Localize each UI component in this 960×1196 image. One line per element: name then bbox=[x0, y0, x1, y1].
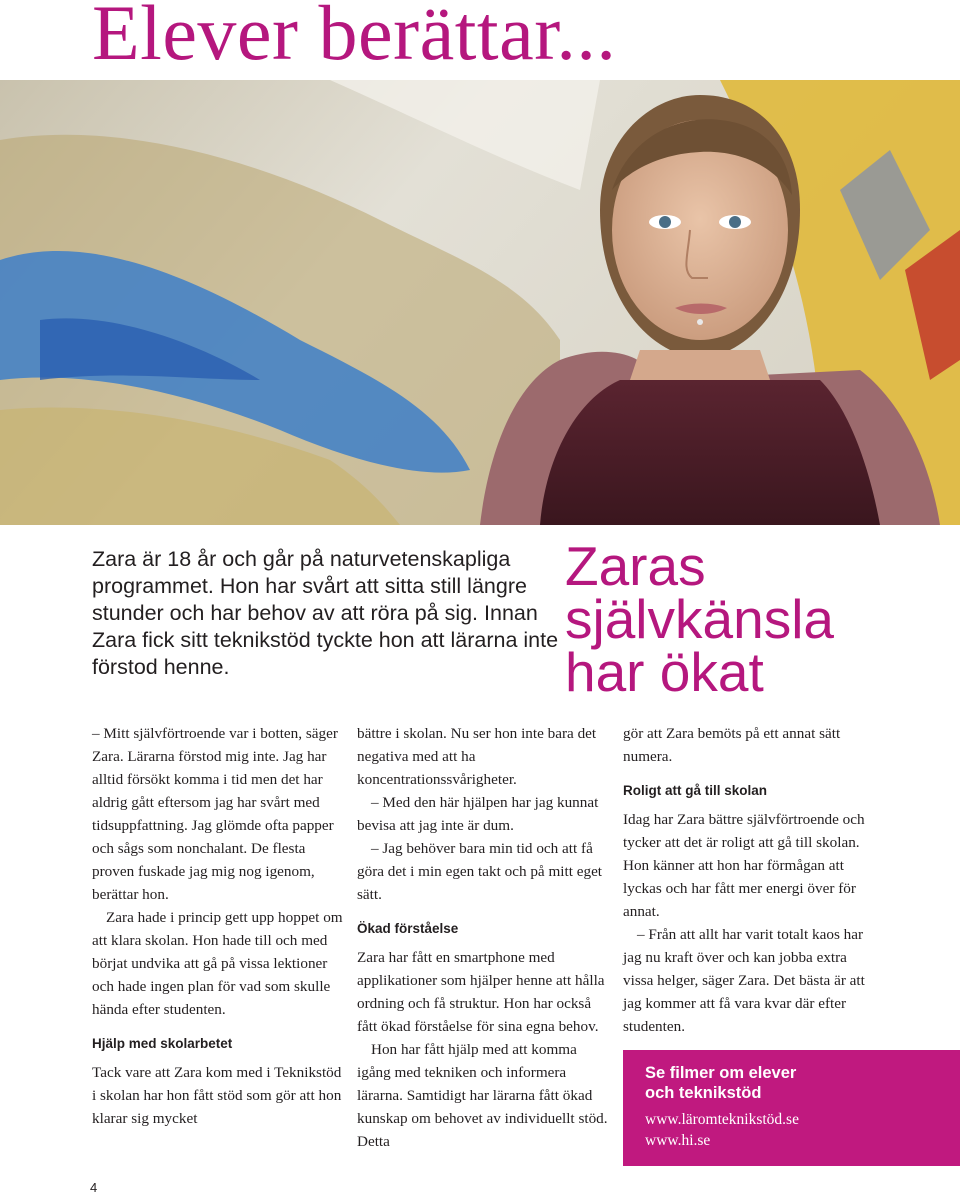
page-number: 4 bbox=[90, 1180, 98, 1195]
column-2-paragraph-4: Zara har fått en smartphone med applikationer som hjälper henne att hålla ordning och få struktur. Hon har också fått ökad förståelse för sina egna behov. bbox=[357, 949, 605, 1035]
column-2-paragraph-2: – Med den här hjälpen har jag kunnat bevisa att jag inte är dum. bbox=[357, 794, 599, 834]
portrait-photo bbox=[0, 80, 960, 525]
headline-line-3: har ökat bbox=[565, 641, 764, 703]
column-3-paragraph-2: Idag har Zara bättre självförtroende och tycker att det är roligt att gå till skolan. Hon känner att hon har förmågan att lyckas och har fått mer energi över för annat. bbox=[623, 811, 865, 920]
page-title: Elever berättar... bbox=[92, 0, 617, 76]
info-box-heading-line-2: och teknikstöd bbox=[645, 1084, 762, 1102]
right-iris bbox=[729, 216, 741, 228]
column-2-subheading: Ökad förståelse bbox=[357, 921, 459, 936]
lead-paragraph: Zara är 18 år och går på naturvetenskapliga programmet. Hon har svårt att sitta still längre stunder och har behov av att röra på sig. Innan Zara fick sitt teknikstöd tyckte hon att lärarna inte förstod henne. bbox=[92, 547, 559, 679]
column-1-paragraph-1: – Mitt självförtroende var i botten, säger Zara. Lärarna förstod mig inte. Jag har alltid försökt komma i tid men det har aldrig gått eftersom jag har svårt med tidsuppfattning. Jag glömde ofta papper och sågs som nonchalant. De flesta proven fuskade jag mig nog igenom, berättar hon. bbox=[92, 725, 338, 903]
column-3-paragraph-1: gör att Zara bemöts på ett annat sätt numera. bbox=[623, 725, 841, 765]
info-box-heading-line-1: Se filmer om elever bbox=[645, 1064, 797, 1082]
column-3-subheading: Roligt att gå till skolan bbox=[623, 783, 768, 798]
column-1-paragraph-2: Zara hade i princip gett upp hoppet om att klara skolan. Hon hade till och med börjat undvika att gå på vissa lektioner och hade ingen plan för vad som skulle hända efter studenten. bbox=[92, 909, 343, 1018]
info-box-links bbox=[645, 1109, 960, 1151]
column-1-subheading: Hjälp med skolarbetet bbox=[92, 1036, 233, 1051]
left-iris bbox=[659, 216, 671, 228]
lip-piercing bbox=[697, 319, 703, 325]
headline-line-1: Zaras bbox=[565, 535, 706, 597]
text-column-1 bbox=[92, 722, 344, 1130]
portrait-illustration bbox=[0, 80, 960, 525]
column-2-paragraph-1: bättre i skolan. Nu ser hon inte bara det negativa med att ha koncentrationssvårigheter. bbox=[357, 725, 597, 788]
text-column-2 bbox=[357, 722, 609, 1153]
column-2-paragraph-3: – Jag behöver bara min tid och att få göra det i min egen takt och på mitt eget sätt. bbox=[357, 840, 603, 903]
link-hi[interactable]: www.hi.se bbox=[645, 1132, 711, 1149]
info-box bbox=[623, 1050, 960, 1166]
text-column-3 bbox=[623, 722, 875, 1038]
headline-line-2: självkänsla bbox=[565, 588, 835, 650]
link-laromteknikstod[interactable]: www.läromteknikstöd.se bbox=[645, 1111, 799, 1128]
info-box-heading bbox=[645, 1063, 960, 1103]
article-headline bbox=[565, 535, 835, 703]
column-2-paragraph-5: Hon har fått hjälp med att komma igång med tekniken och informera lärarna. Samtidigt har lärarna fått ökad kunskap om behovet av individuellt stöd. Detta bbox=[357, 1041, 608, 1150]
scarf bbox=[540, 380, 880, 525]
neck bbox=[630, 350, 770, 380]
column-1-paragraph-3: Tack vare att Zara kom med i Teknikstöd i skolan har hon fått stöd som gör att hon klarar sig mycket bbox=[92, 1064, 342, 1127]
column-3-paragraph-3: – Från att allt har varit totalt kaos har jag nu kraft över och kan jobba extra vissa helger, säger Zara. Det bästa är att jag kommer att få vara kvar där efter studenten. bbox=[623, 926, 865, 1035]
